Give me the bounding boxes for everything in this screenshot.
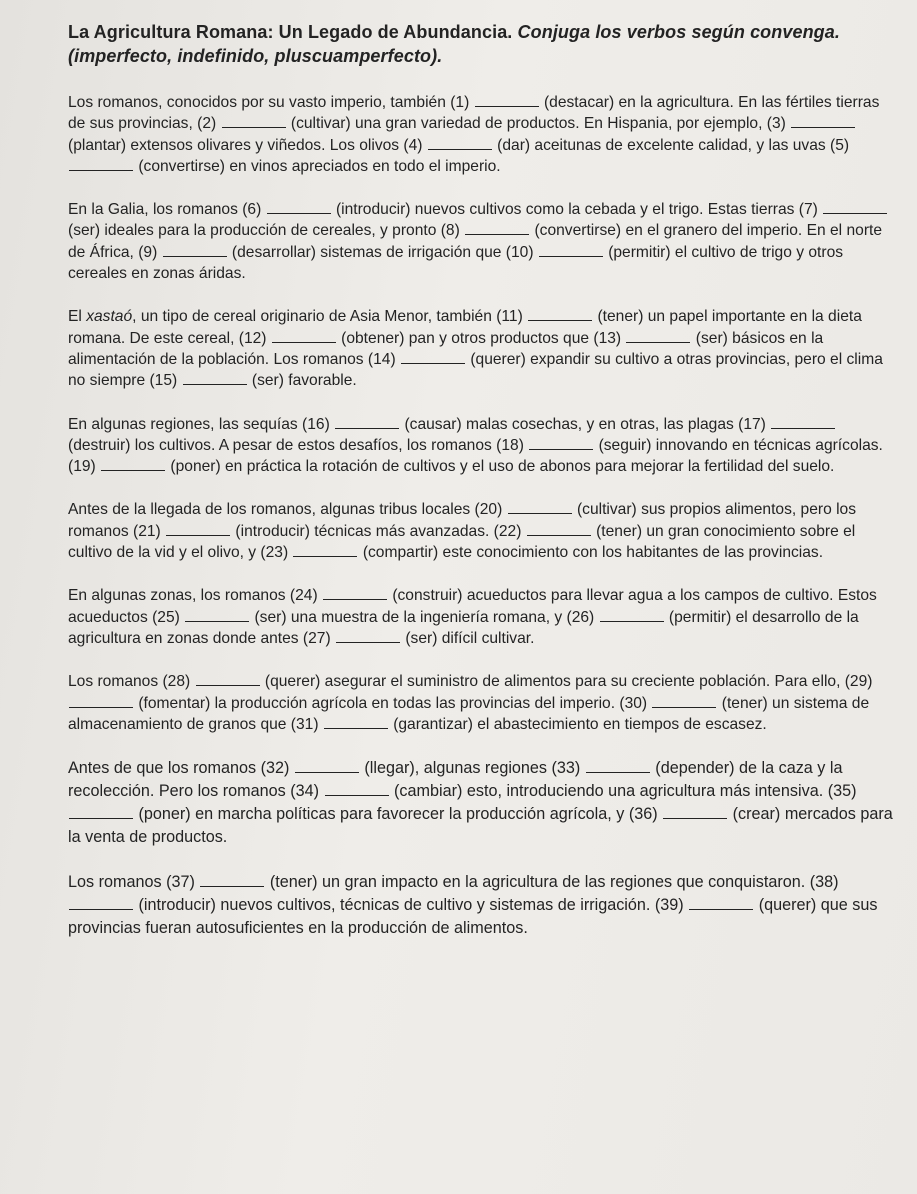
blank-30[interactable] bbox=[652, 694, 716, 708]
paragraph-7: Los romanos (28) (querer) asegurar el suministro de alimentos para su creciente población. Para ello, (29) (fomentar) la producción agrícola en todas las provincias del imperio. (30) (tener) un sistema de almacenamiento de granos que (31) (garantizar) el abastecimiento en tiempos de escasez. bbox=[68, 673, 873, 733]
blank-36[interactable] bbox=[663, 805, 727, 819]
blank-2[interactable] bbox=[222, 114, 286, 128]
blank-22[interactable] bbox=[527, 522, 591, 536]
paragraph-4: En algunas regiones, las sequías (16) (causar) malas cosechas, y en otras, las plagas (17) (destruir) los cultivos. A pesar de estos desafíos, los romanos (18) (seguir) innovando en técnicas agrícolas. (19) (poner) en práctica la rotación de cultivos y el uso de abonos para mejorar la fertilidad del suelo. bbox=[68, 415, 883, 476]
italic-term: xastaó bbox=[86, 308, 133, 326]
blank-8[interactable] bbox=[465, 221, 529, 235]
paragraph-1: Los romanos, conocidos por su vasto imperio, también (1) (destacar) en la agricultura. En las fértiles tierras de sus provincias, (2) (cultivar) una gran variedad de productos. En Hispania, por ejemplo, (3) (plantar) extensos olivares y viñedos. Los olivos (4) (dar) aceitunas de excelente calidad, y las uvas (5) (convertirse) en vinos apreciados en todo el imperio. bbox=[68, 94, 880, 175]
paragraph-5: Antes de la llegada de los romanos, algunas tribus locales (20) (cultivar) sus propios alimentos, pero los romanos (21) (introducir) técnicas más avanzadas. (22) (tener) un gran conocimiento sobre el cultivo de la vid y el olivo, y (23) (compartir) este conocimiento con los habitantes de las provincias. bbox=[68, 501, 857, 562]
blank-21[interactable] bbox=[166, 522, 230, 536]
worksheet-body bbox=[68, 92, 899, 940]
blank-23[interactable] bbox=[293, 543, 357, 557]
blank-7[interactable] bbox=[823, 200, 887, 214]
blank-13[interactable] bbox=[626, 329, 690, 343]
blank-5[interactable] bbox=[69, 157, 133, 171]
blank-31[interactable] bbox=[324, 715, 388, 729]
title-text: La Agricultura Romana: Un Legado de Abundancia. bbox=[68, 22, 513, 42]
blank-15[interactable] bbox=[183, 371, 247, 385]
blank-29[interactable] bbox=[69, 694, 133, 708]
blank-12[interactable] bbox=[272, 329, 336, 343]
blank-1[interactable] bbox=[475, 93, 539, 107]
blank-20[interactable] bbox=[508, 500, 572, 514]
blank-32[interactable] bbox=[295, 759, 359, 773]
blank-4[interactable] bbox=[428, 136, 492, 150]
blank-6[interactable] bbox=[267, 200, 331, 214]
blank-10[interactable] bbox=[539, 243, 603, 257]
blank-27[interactable] bbox=[336, 629, 400, 643]
blank-37[interactable] bbox=[200, 873, 264, 887]
paragraph-8: Antes de que los romanos (32) (llegar), algunas regiones (33) (depender) de la caza y la recolección. Pero los romanos (34) (cambiar) esto, introduciendo una agricultura más intensiva. (35) (poner) en marcha políticas para favorecer la producción agrícola, y (36) (crear) mercados para la venta de productos. bbox=[68, 759, 893, 847]
blank-28[interactable] bbox=[196, 672, 260, 686]
blank-38[interactable] bbox=[69, 896, 133, 910]
paragraph-6: En algunas zonas, los romanos (24) (construir) acueductos para llevar agua a los campos de cultivo. Estos acueductos (25) (ser) una muestra de la ingeniería romana, y (26) (permitir) el desarrollo de la agricultura en zonas donde antes (27) (ser) difícil cultivar. bbox=[68, 587, 877, 647]
instructions-text: Conjuga los verbos según convenga. (imperfecto, indefinido, pluscuamperfecto). bbox=[68, 22, 840, 66]
blank-35[interactable] bbox=[69, 805, 133, 819]
blank-11[interactable] bbox=[528, 307, 592, 321]
blank-9[interactable] bbox=[163, 243, 227, 257]
blank-33[interactable] bbox=[586, 759, 650, 773]
blank-18[interactable] bbox=[529, 436, 593, 450]
blank-3[interactable] bbox=[791, 114, 855, 128]
paragraph-9: Los romanos (37) (tener) un gran impacto en la agricultura de las regiones que conquistaron. (38) (introducir) nuevos cultivos, técnicas de cultivo y sistemas de irrigación. (39) (querer) que sus provincias fueran autosuficientes en la producción de alimentos. bbox=[68, 873, 878, 938]
blank-24[interactable] bbox=[323, 586, 387, 600]
worksheet-title bbox=[68, 20, 899, 68]
blank-34[interactable] bbox=[325, 782, 389, 796]
paragraph-2: En la Galia, los romanos (6) (introducir) nuevos cultivos como la cebada y el trigo. Estas tierras (7) (ser) ideales para la producción de cereales, y pronto (8) (convertirse) en el granero del imperio. En el norte de África, (9) (desarrollar) sistemas de irrigación que (10) (permitir) el cultivo de trigo y otros cereales en zonas áridas. bbox=[68, 199, 899, 284]
blank-14[interactable] bbox=[401, 350, 465, 364]
blank-26[interactable] bbox=[600, 608, 664, 622]
blank-19[interactable] bbox=[101, 457, 165, 471]
paragraph-3: El xastaó, un tipo de cereal originario de Asia Menor, también (11) (tener) un papel importante en la dieta romana. De este cereal, (12) (obtener) pan y otros productos que (13) (ser) básicos en la alimentación de la población. Los romanos (14) (querer) expandir su cultivo a otras provincias, pero el clima no siempre (15) (ser) favorable. bbox=[68, 308, 883, 390]
blank-25[interactable] bbox=[185, 608, 249, 622]
blank-39[interactable] bbox=[689, 896, 753, 910]
blank-16[interactable] bbox=[335, 415, 399, 429]
blank-17[interactable] bbox=[771, 415, 835, 429]
